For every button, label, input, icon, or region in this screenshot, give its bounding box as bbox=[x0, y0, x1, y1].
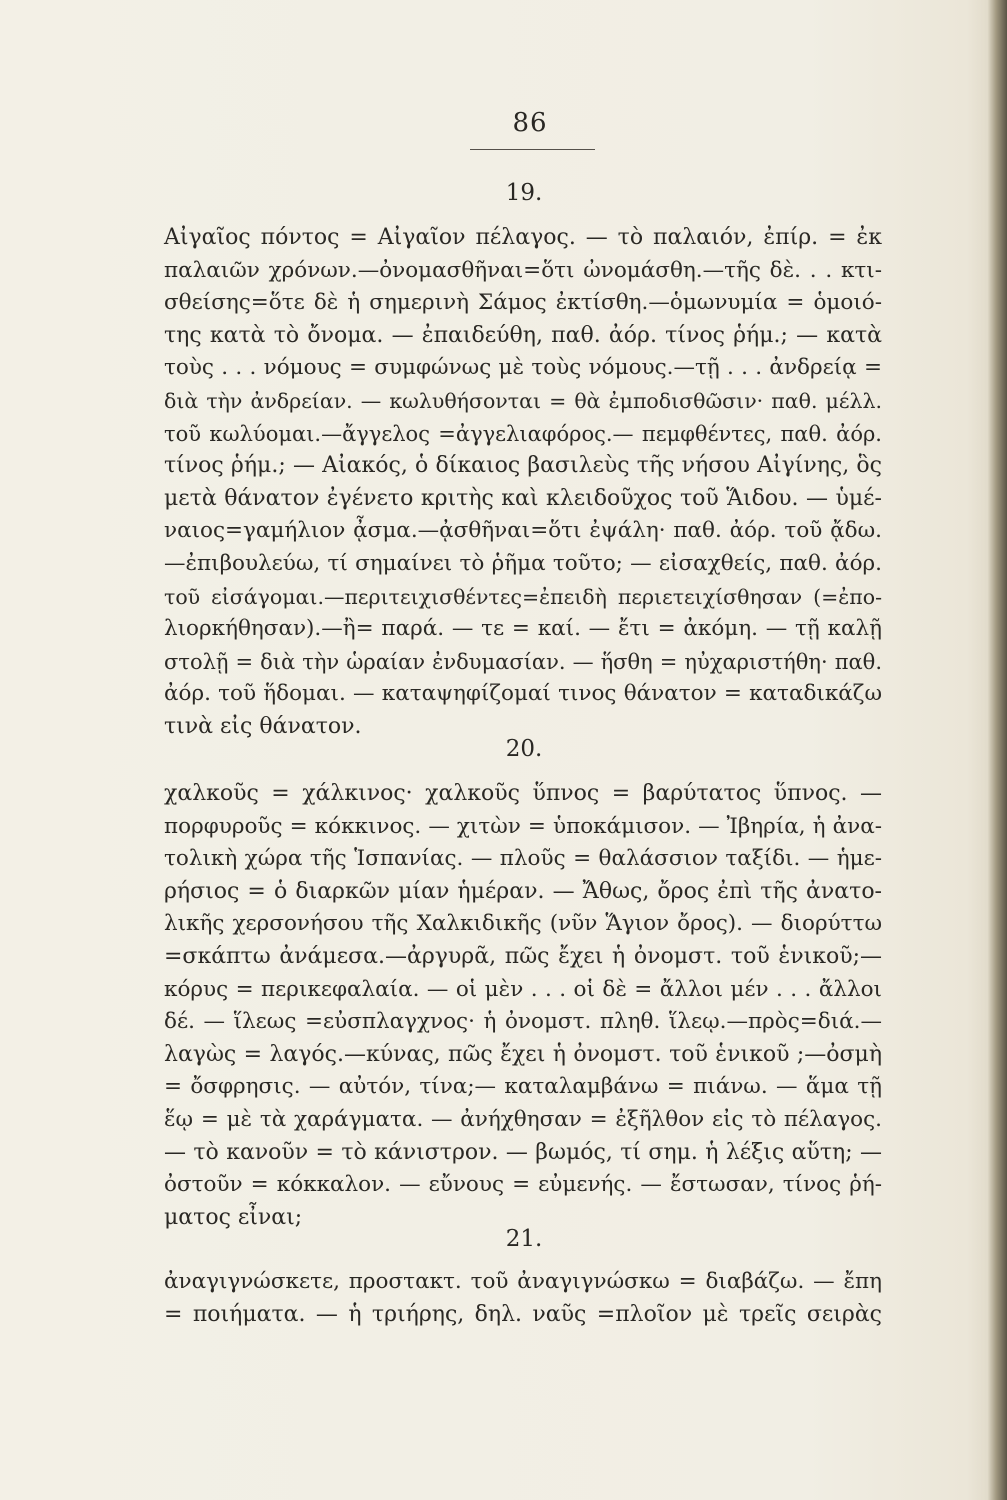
text-line: λιορκήθησαν).—ἢ= παρά. — τε = καί. — ἔτι = ἀκόμη. — τῇ καλῇ bbox=[164, 616, 882, 642]
text-line: λικῆς χερσονήσου τῆς Χαλκιδικῆς (νῦν Ἅγιον ὄρος). — διορύττω bbox=[164, 911, 882, 937]
header-rule bbox=[470, 149, 595, 150]
text-line: ἀναγιγνώσκετε, προστακτ. τοῦ ἀναγιγνώσκω = διαβάζω. — ἔπη bbox=[164, 1269, 882, 1294]
text-line: κόρυς = περικεφαλαία. — οἱ μὲν . . . οἱ δὲ = ἄλλοι μέν . . . ἄλλοι bbox=[164, 976, 882, 1002]
text-line: τινὰ εἰς θάνατον. bbox=[164, 713, 362, 739]
text-line: σθείσης=ὅτε δὲ ἡ σημερινὴ Σάμος ἐκτίσθη.—ὁμωνυμία = ὁμοιό- bbox=[164, 290, 882, 316]
text-line: δέ. — ἵλεως =εὐσπλαγχνος· ἡ ὀνομστ. πληθ. ἵλεῳ.—πρὸς=διά.— bbox=[164, 1009, 882, 1035]
text-line: τολικὴ χώρα τῆς Ἱσπανίας. — πλοῦς = θαλάσσιον ταξίδι. — ἡμε- bbox=[164, 846, 882, 872]
text-line: τίνος ῥήμ.; — Αἰακός, ὁ δίκαιος βασιλεὺς τῆς νήσου Αἰγίνης, ὃς bbox=[164, 453, 882, 479]
text-line: διὰ τὴν ἀνδρείαν. — κωλυθήσονται = θὰ ἐμποδισθῶσιν· παθ. μέλλ. bbox=[164, 388, 882, 413]
text-line: λαγὼς = λαγός.—κύνας, πῶς ἔχει ἡ ὀνομστ. τοῦ ἑνικοῦ ;—ὀσμὴ bbox=[164, 1041, 882, 1067]
text-line: ρήσιος = ὁ διαρκῶν μίαν ἡμέραν. — Ἄθως, ὄρος ἐπὶ τῆς ἀνατο- bbox=[164, 878, 882, 904]
text-line: τοῦ εἰσάγομαι.—περιτειχισθέντες=ἐπειδὴ περιετειχίσθησαν (=ἐπο- bbox=[164, 584, 882, 609]
text-line: Αἰγαῖος πόντος = Αἰγαῖον πέλαγος. — τὸ παλαιόν, ἐπίρ. = ἐκ bbox=[164, 225, 882, 250]
section-21-paragraph bbox=[164, 1266, 882, 1331]
text-line: χαλκοῦς = χάλκινος· χαλκοῦς ὕπνος = βαρύτατος ὕπνος. — bbox=[164, 781, 882, 806]
text-line: — τὸ κανοῦν = τὸ κάνιστρον. — βωμός, τί σημ. ἡ λέξις αὕτη; — bbox=[164, 1139, 882, 1165]
text-line: = ὄσφρησις. — αὐτόν, τίνα;— καταλαμβάνω = πιάνω. — ἅμα τῇ bbox=[164, 1074, 882, 1100]
text-line: πορφυροῦς = κόκκινος. — χιτὼν = ὑποκάμισον. — Ἰβηρία, ἡ ἀνα- bbox=[164, 813, 882, 839]
text-line: τοὺς . . . νόμους = συμφώνως μὲ τοὺς νόμους.—τῇ . . . ἀνδρείᾳ = bbox=[164, 355, 882, 381]
text-line: ματος εἶναι; bbox=[164, 1204, 303, 1230]
text-line: παλαιῶν χρόνων.—ὀνομασθῆναι=ὅτι ὠνομάσθη.—τῆς δὲ. . . κτι- bbox=[164, 257, 882, 283]
page-edge-shadow bbox=[987, 0, 1007, 1500]
text-line: = ποιήματα. — ἡ τριήρης, δηλ. ναῦς =πλοῖον μὲ τρεῖς σειρὰς bbox=[164, 1301, 882, 1327]
text-line: της κατὰ τὸ ὄνομα. — ἐπαιδεύθη, παθ. ἀόρ. τίνος ῥήμ.; — κατὰ bbox=[164, 322, 882, 348]
section-heading-19: 19. bbox=[505, 180, 543, 206]
text-line: —ἐπιβουλεύω, τί σημαίνει τὸ ῥῆμα τοῦτο; — εἰσαχθείς, παθ. ἀόρ. bbox=[164, 550, 882, 576]
text-line: ἕῳ = μὲ τὰ χαράγματα. — ἀνήχθησαν = ἐξῆλθον εἰς τὸ πέλαγος. bbox=[164, 1106, 882, 1132]
text-line: =σκάπτω ἀνάμεσα.—ἀργυρᾶ, πῶς ἔχει ἡ ὀνομστ. τοῦ ἑνικοῦ;— bbox=[164, 943, 882, 969]
section-heading-20: 20. bbox=[505, 736, 543, 762]
text-line: ἀόρ. τοῦ ἥδομαι. — καταψηφίζομαί τινος θάνατον = καταδικάζω bbox=[164, 681, 882, 707]
section-heading-21: 21. bbox=[505, 1226, 543, 1252]
page-number: 86 bbox=[512, 108, 548, 138]
section-20-paragraph bbox=[164, 778, 882, 1234]
text-line: μετὰ θάνατον ἐγένετο κριτὴς καὶ κλειδοῦχος τοῦ Ἅιδου. — ὑμέ- bbox=[164, 485, 882, 511]
section-19-paragraph bbox=[164, 222, 882, 744]
text-line: ὀστοῦν = κόκκαλον. — εὔνους = εὐμενής. — ἔστωσαν, τίνος ῥή- bbox=[164, 1172, 882, 1198]
text-line: ναιος=γαμήλιον ᾆσμα.—ᾀσθῆναι=ὅτι ἐψάλη· παθ. ἀόρ. τοῦ ᾄδω. bbox=[164, 518, 882, 544]
text-line: τοῦ κωλύομαι.—ἄγγελος =ἀγγελιαφόρος.— πεμφθέντες, παθ. ἀόρ. bbox=[164, 421, 882, 446]
text-line: στολῇ = διὰ τὴν ὡραίαν ἐνδυμασίαν. — ἥσθη = ηὐχαριστήθη· παθ. bbox=[164, 649, 882, 674]
